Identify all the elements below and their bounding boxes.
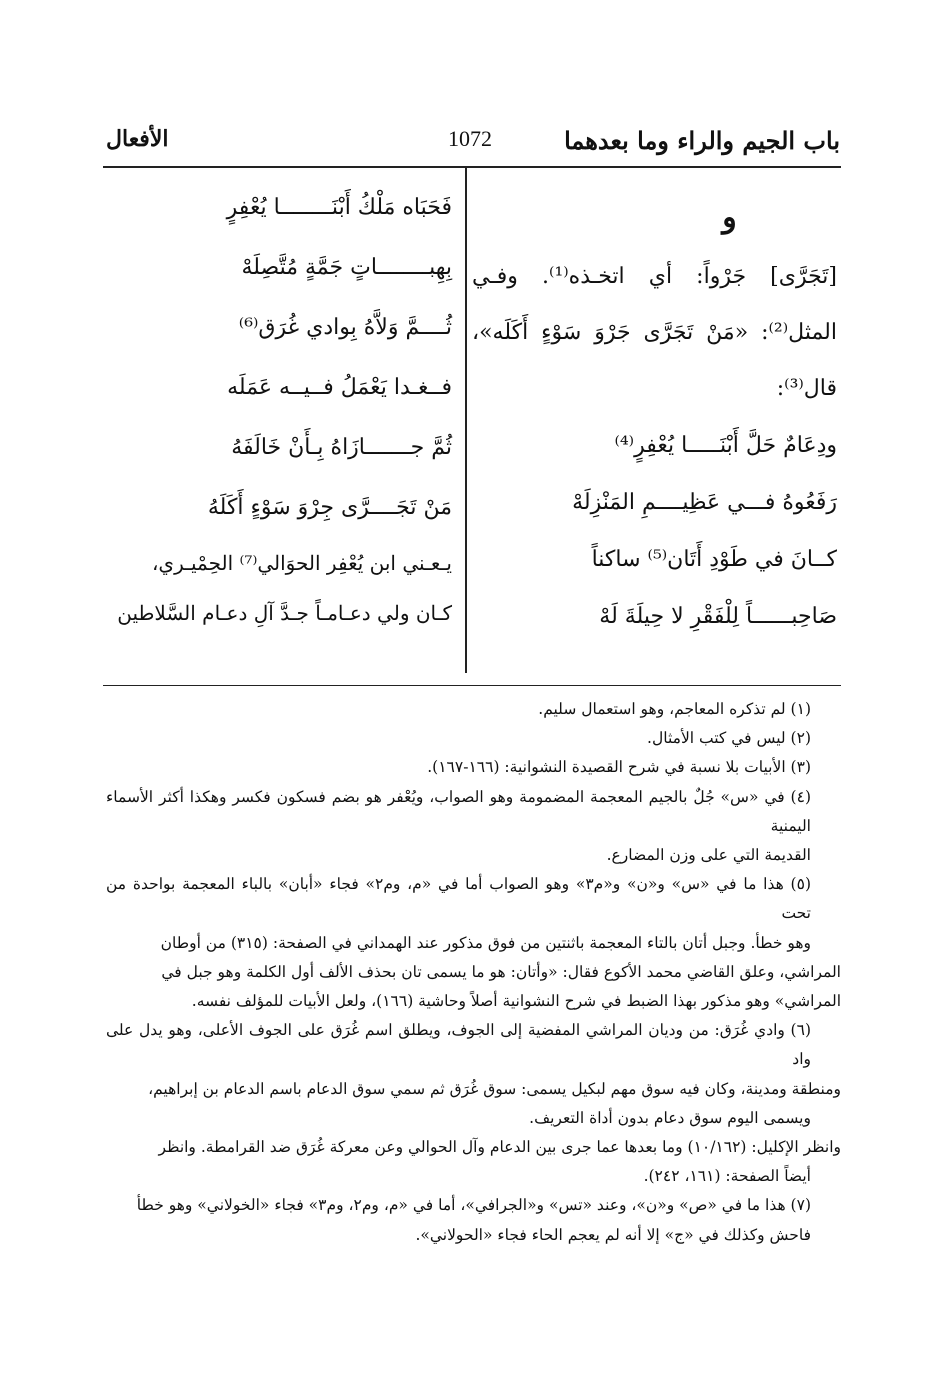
footnote-line: (١) لم تذكره المعاجم، وهو استعمال سليم.: [538, 700, 811, 718]
footnote-line: وهو خطأ. وجبل أتان بالتاء المعجمة باثنتين من فوق مذكور عند الهمداني في الصفحة: (٣١٥) من أوطان: [160, 933, 811, 952]
verse-line: رَفَعُوهُ فـــي عَظِيــــمِ المَنْزِلَهْ: [572, 490, 837, 515]
footnote-line: القديمة التي على وزن المضارع.: [606, 846, 811, 865]
footnote-line: ومنطقة ومدينة، وكان فيه سوق مهم لبكيل يسمى: سوق غُرَق ثم سمي سوق الدعام باسم الدعام بن إبراهيم،: [148, 1079, 841, 1098]
footnote-line: (٣) الأبيات بلا نسبة في شرح القصيدة النشوانية: (١٦٦-١٦٧).: [427, 758, 811, 777]
footnote-line: (٧) هذا ما في «ص» و«ن»، وعند «تس» و«الجرافي»، أما في «م، وم٢، وم٣» فجاء «الخولاني» وهو خطأ: [136, 1196, 811, 1215]
column-divider: [465, 167, 467, 673]
footnote-line: (٥) هذا ما في «س» و«ن» و«م٣» وهو الصواب أما في «م، وم٢» فجاء «أبان» بالباء المعجمة بواحدة من تحت: [106, 875, 811, 923]
entry-text: [تَجَرَّى] جَرْواً: أي اتخـذه⁽¹⁾. وفـي المثل⁽²⁾: «مَنْ تَجَرَّى جَرْوَ سَوْءٍ أَكَلَه»، قال⁽³⁾:: [472, 264, 838, 401]
prose-line: يـعـني ابن يُعْفِر الحوَالي⁽⁷⁾ الحِمْيـري،: [151, 551, 452, 575]
left-column: [100, 178, 462, 638]
verse-line: فــغـدا يَعْمَلُ فــيــه عَمَلَه: [227, 375, 452, 400]
chapter-title: باب الجيم والراء وما بعدهما: [564, 126, 840, 155]
footnote-line: أيضاً الصفحة: (١٦١، ٢٤٢).: [643, 1167, 811, 1186]
verse-line: ثُمَّ جـــــــازَاهُ بِـأَنْ خَالَفَهُ: [231, 435, 452, 460]
footnote-line: المراشي» وهو مذكور بهذا الضبط في شرح النشوانية أصلاً وحاشية (١٦٦)، ولعل الأبيات للمؤلف نفسه.: [191, 992, 841, 1011]
section-letter: و: [722, 200, 737, 235]
footnote-line: (٤) في «س» جُلٌ بالجيم المعجمة المضمومة وهو الصواب، ويُعْفر هو بضم فسكون فكسر وهكذا أكثر الأسماء اليمنية: [106, 787, 811, 835]
footnote-line: (٦) وادي غُرَق: من وديان المراشي المفضية إلى الجوف، ويطلق اسم غُرَق على الجوف الأعلى، وهو يدل على واد: [106, 1021, 811, 1069]
footnote-line: (٢) ليس في كتب الأمثال.: [647, 729, 811, 748]
footnote-rule: [103, 685, 841, 686]
right-column: [472, 195, 837, 645]
footnote-line: فاحش وكذلك في «ج» إلا أنه لم يعجم الحاء فجاء «الحولاني».: [415, 1225, 811, 1244]
verse-line: مَنْ تَجَــــرَّى جِرْوَ سَوْءٍ أَكَلَهُ: [207, 495, 452, 520]
verse-line: بِهِبــــــــاتٍ جَمَّةٍ مُتَّصِلَهْ: [241, 255, 452, 280]
footnote-line: ويسمى اليوم سوق دعام بدون أداة التعريف.: [529, 1108, 811, 1127]
footnote-line: المراشي، وعلق القاضي محمد الأكوع فقال: «وأتان: هو ما يسمى تان بحذف الألف أول الكلمة وهو جبل في: [161, 962, 841, 981]
verse-line: ثُــــمَّ وَلاَّهُ بِوادي غُرَق⁽⁶⁾: [238, 315, 452, 340]
section-title: الأفعال: [106, 126, 169, 152]
footnotes: [106, 695, 841, 1250]
header-rule: [103, 166, 841, 168]
footnote-line: وانظر الإكليل: (١٠/١٦٢) وما بعدها عما جرى بين الدعام وآل الحوالي وعن معركة غُرَق ضد القرامطة. وانظر: [158, 1138, 841, 1157]
verse-line: ودِعَامٌ حَلَّ أَبْنَـــــا يُعْفِرٍ⁽⁴⁾: [614, 433, 837, 458]
verse-line: فَحَبَاه مَلْكُ أَبْنَــــــــا يُعْفِرٍ: [226, 195, 452, 220]
page-header: [100, 122, 840, 162]
verse-line: صَاحِبــــــاً لِلْفَقْرِ لا حِيلَةَ لَهْ: [599, 604, 837, 629]
page-number: 1072: [448, 126, 492, 151]
prose-line: كـان ولي دعـامـاً جـدَّ آلِ دعـام السَّلاطين: [117, 601, 452, 625]
verse-line: كــانَ في طَوْدِ أَتَان⁽⁵⁾ ساكناً: [591, 547, 837, 572]
